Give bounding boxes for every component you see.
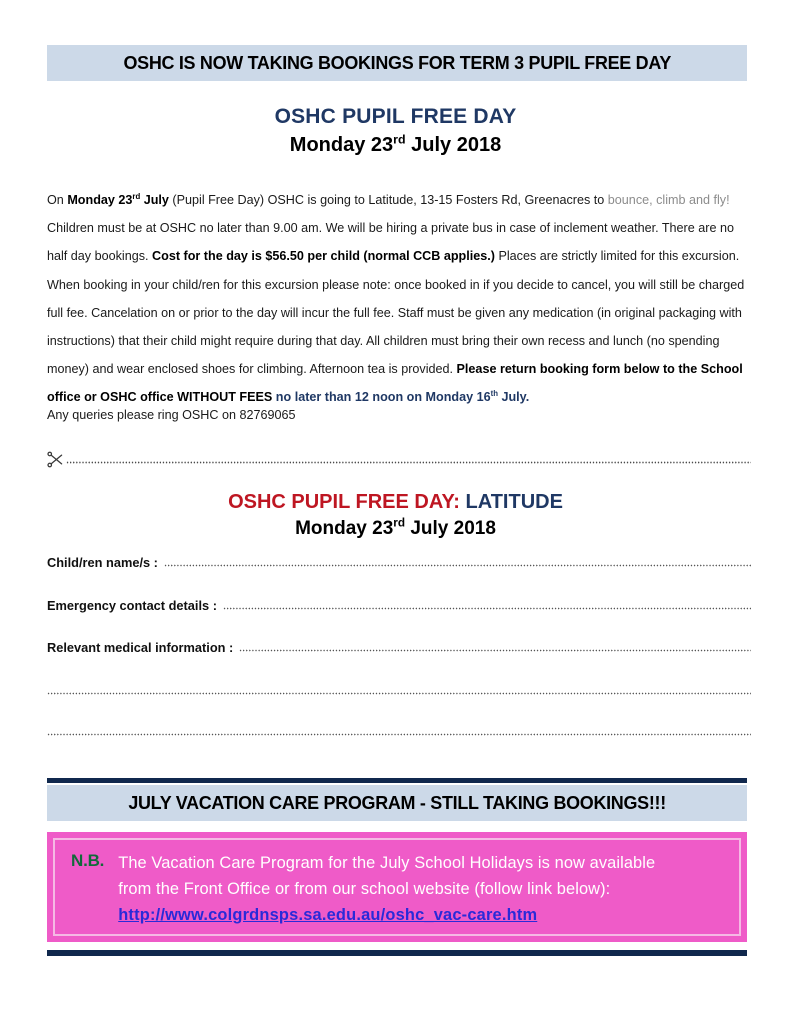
form-field-input-line[interactable] bbox=[164, 564, 751, 567]
form-heading-red: OSHC PUPIL FREE DAY: bbox=[228, 491, 460, 513]
vacation-rule-top bbox=[47, 778, 747, 783]
nb-url-line bbox=[118, 902, 725, 928]
nb-label: N.B. bbox=[71, 851, 105, 870]
body-date-month: July bbox=[140, 193, 169, 207]
nb-line-1: The Vacation Care Program for the July School Holidays is now available bbox=[118, 854, 656, 872]
vacation-rule-bottom bbox=[47, 950, 747, 956]
form-heading-block bbox=[0, 490, 791, 541]
body-date-ordinal: rd bbox=[132, 191, 141, 201]
form-heading-navy: LATITUDE bbox=[459, 491, 563, 513]
body-deadline-tail: July. bbox=[497, 390, 530, 405]
queries-line: Any queries please ring OSHC on 82769065 bbox=[47, 408, 296, 422]
body-seg-cost: Cost for the day is $56.50 per child (normal CCB applies.) bbox=[152, 249, 495, 264]
body-seg-after-grey: Children must be at OSHC no later than 9.00 am. We will be hiring a private bus in case of inclement weather. There are no half day bookings. bbox=[47, 221, 734, 264]
form-field-label: Relevant medical information : bbox=[47, 640, 234, 655]
body-seg-deadline bbox=[272, 390, 529, 404]
form-field-label: Child/ren name/s : bbox=[47, 555, 158, 570]
form-blank-line[interactable] bbox=[47, 733, 751, 736]
body-date-text: Monday 23 bbox=[67, 193, 133, 207]
nb-line-2: from the Front Office or from our school website (follow link below): bbox=[118, 880, 611, 898]
form-field-medical-information[interactable] bbox=[47, 640, 751, 655]
main-heading-line2 bbox=[0, 132, 791, 158]
vacation-banner bbox=[47, 785, 747, 821]
body-seg-return-instruction: Please return booking form below to the School office or OSHC office WITHOUT FEES bbox=[47, 362, 743, 405]
vacation-nb-inner bbox=[53, 838, 741, 936]
body-seg-date bbox=[67, 193, 169, 207]
body-seg-mid: (Pupil Free Day) OSHC is going to Latitude, 13-15 Fosters Rd, Greenacres to bbox=[168, 193, 608, 207]
main-heading-date-suffix: July 2018 bbox=[405, 134, 502, 157]
cut-line-dotted bbox=[66, 461, 751, 464]
form-heading-date-suffix: July 2018 bbox=[405, 517, 496, 539]
form-blank-line[interactable] bbox=[47, 692, 751, 695]
main-heading-block bbox=[0, 104, 791, 158]
form-field-label: Emergency contact details : bbox=[47, 598, 217, 613]
vacation-nb-box bbox=[47, 832, 747, 942]
scissors-icon bbox=[45, 450, 64, 469]
body-paragraph bbox=[47, 186, 751, 412]
body-seg-on: On bbox=[47, 193, 68, 207]
main-heading-date-prefix: Monday 23 bbox=[289, 134, 394, 157]
nb-body-text bbox=[118, 850, 725, 928]
top-banner-text: OSHC IS NOW TAKING BOOKINGS FOR TERM 3 PUPIL FREE DAY bbox=[123, 52, 671, 73]
vacation-banner-text: JULY VACATION CARE PROGRAM - STILL TAKING BOOKINGS!!! bbox=[128, 792, 666, 813]
main-heading-line1: OSHC PUPIL FREE DAY bbox=[274, 105, 517, 128]
vacation-care-link[interactable]: http://www.colgrdnsps.sa.edu.au/oshc_vac-care.htm bbox=[118, 906, 538, 924]
form-field-emergency-contact[interactable] bbox=[47, 598, 751, 613]
form-heading-date-prefix: Monday 23 bbox=[295, 517, 394, 539]
top-banner bbox=[47, 45, 747, 81]
form-heading-date-ordinal: rd bbox=[393, 516, 406, 530]
form-field-input-line[interactable] bbox=[223, 607, 751, 610]
form-heading-line2 bbox=[0, 517, 791, 542]
body-deadline-ordinal: th bbox=[490, 389, 498, 399]
body-seg-tail: Places are strictly limited for this excursion. When booking in your child/ren for this excursion please note: once booked in if you decide to cancel, you will still be charged full fee. Cancelation on or prior to the day will incur the full fee. Staff must be given any medication (in original packaging with instructions) that their child might require during that day. All children must bring their own recess and lunch (no spending money) and wear enclosed shoes for climbing. Afternoon tea is provided. bbox=[47, 249, 745, 377]
form-heading-line1 bbox=[0, 490, 791, 516]
body-seg-highlight-grey: bounce, climb and fly! bbox=[607, 193, 730, 207]
main-heading-date-suffix-ordinal: rd bbox=[393, 132, 406, 147]
form-field-input-line[interactable] bbox=[239, 649, 751, 652]
body-deadline-text: no later than 12 noon on Monday 16 bbox=[272, 390, 491, 405]
cut-line-row bbox=[45, 448, 751, 470]
form-field-children-names[interactable] bbox=[47, 555, 751, 570]
